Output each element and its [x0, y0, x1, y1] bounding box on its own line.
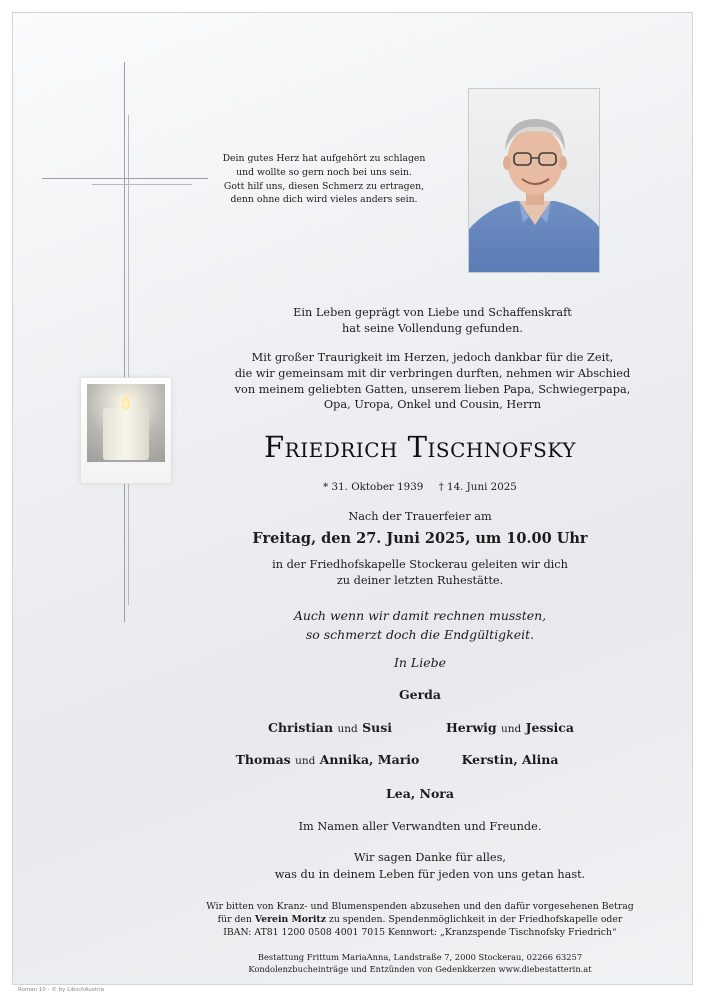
relatives-note: Im Namen aller Verwandten und Freunde. [298, 820, 542, 833]
undertaker-info: Bestattung Frittum MariaAnna, Landstraße 7, 2000 Stockerau, 02266 63257 Kondolenzbucheinträge und Entzünden von Gedenkkerzen www.diebestatterin.at [248, 952, 592, 974]
mourner-pair: Christian und Susi [268, 720, 392, 735]
mourner-names: Kerstin, Alina [461, 752, 559, 767]
quote: Auch wenn wir damit rechnen mussten, so schmerzt doch die Endgültigkeit. [293, 608, 547, 642]
poem-line: und wollte so gern noch bei uns sein. [236, 166, 412, 178]
poem-line: denn ohne dich wird vieles anders sein. [230, 194, 418, 206]
death-date: † 14. Juni 2025 [438, 481, 517, 493]
cross-icon-inner-beam [92, 184, 192, 185]
iban: IBAN: AT81 1200 0508 4001 7015 Kennwort: „Kranzspende Tischnofsky Friedrich“ [223, 927, 617, 938]
cross-icon [124, 62, 125, 622]
in-love-label: In Liebe [393, 655, 447, 670]
portrait-photo [468, 88, 600, 273]
birth-date: * 31. Oktober 1939 [323, 481, 424, 493]
donation-request: Wir bitten von Kranz- und Blumenspenden abzusehen und den dafür vorgesehenen Betrag für den Verein Moritz zu spenden. Spendenmöglichkeit in der Friedhofskapelle oder IBAN: AT81 1200 0508 4001 7015 Kennwort: „Kranzspende Tischnofsky Friedrich“ [180, 900, 660, 939]
mourner-pair: Herwig und Jessica [446, 720, 574, 735]
cross-icon-inner-vertical [128, 115, 129, 605]
poem-line: Gott hilf uns, diesen Schmerz zu ertragen, [223, 180, 425, 192]
life-dates [200, 481, 640, 493]
funeral-date: Freitag, den 27. Juni 2025, um 10.00 Uhr [252, 530, 588, 547]
candle-icon [87, 384, 165, 462]
funeral-location: in der Friedhofskapelle Stockerau geleiten wir dich zu deiner letzten Ruhestätte. [272, 558, 568, 587]
farewell-paragraph: Mit großer Traurigkeit im Herzen, jedoch dankbar für die Zeit, die wir gemeinsam mit dir verbringen durften, nehmen wir Abschied von meinem geliebten Gatten, unserem lieben Papa, Schwiegerpapa, Opa, Uropa, Onkel und Cousin, Herrn [234, 351, 631, 412]
charity-name: Verein Moritz [254, 914, 326, 925]
mourner-pair: Thomas und Annika, Mario [235, 752, 420, 767]
funeral-intro: Nach der Trauerfeier am [348, 510, 492, 523]
poem [218, 152, 430, 207]
cross-icon-beam [42, 178, 208, 179]
deceased-name: Friedrich Tischnofsky [264, 430, 576, 464]
thanks: Wir sagen Danke für alles, was du in deinem Leben für jeden von uns getan hast. [274, 851, 586, 881]
mourner-names: Lea, Nora [386, 786, 454, 801]
poem-line: Dein gutes Herz hat aufgehört zu schlagen [222, 153, 426, 164]
template-credit: Roman 10 - © by LibschAustria [18, 987, 105, 993]
flame-icon [122, 396, 130, 410]
life-statement: Ein Leben geprägt von Liebe und Schaffenskraft hat seine Vollendung gefunden. [293, 306, 572, 335]
candle-image [80, 377, 172, 484]
spouse-name: Gerda [398, 687, 442, 702]
